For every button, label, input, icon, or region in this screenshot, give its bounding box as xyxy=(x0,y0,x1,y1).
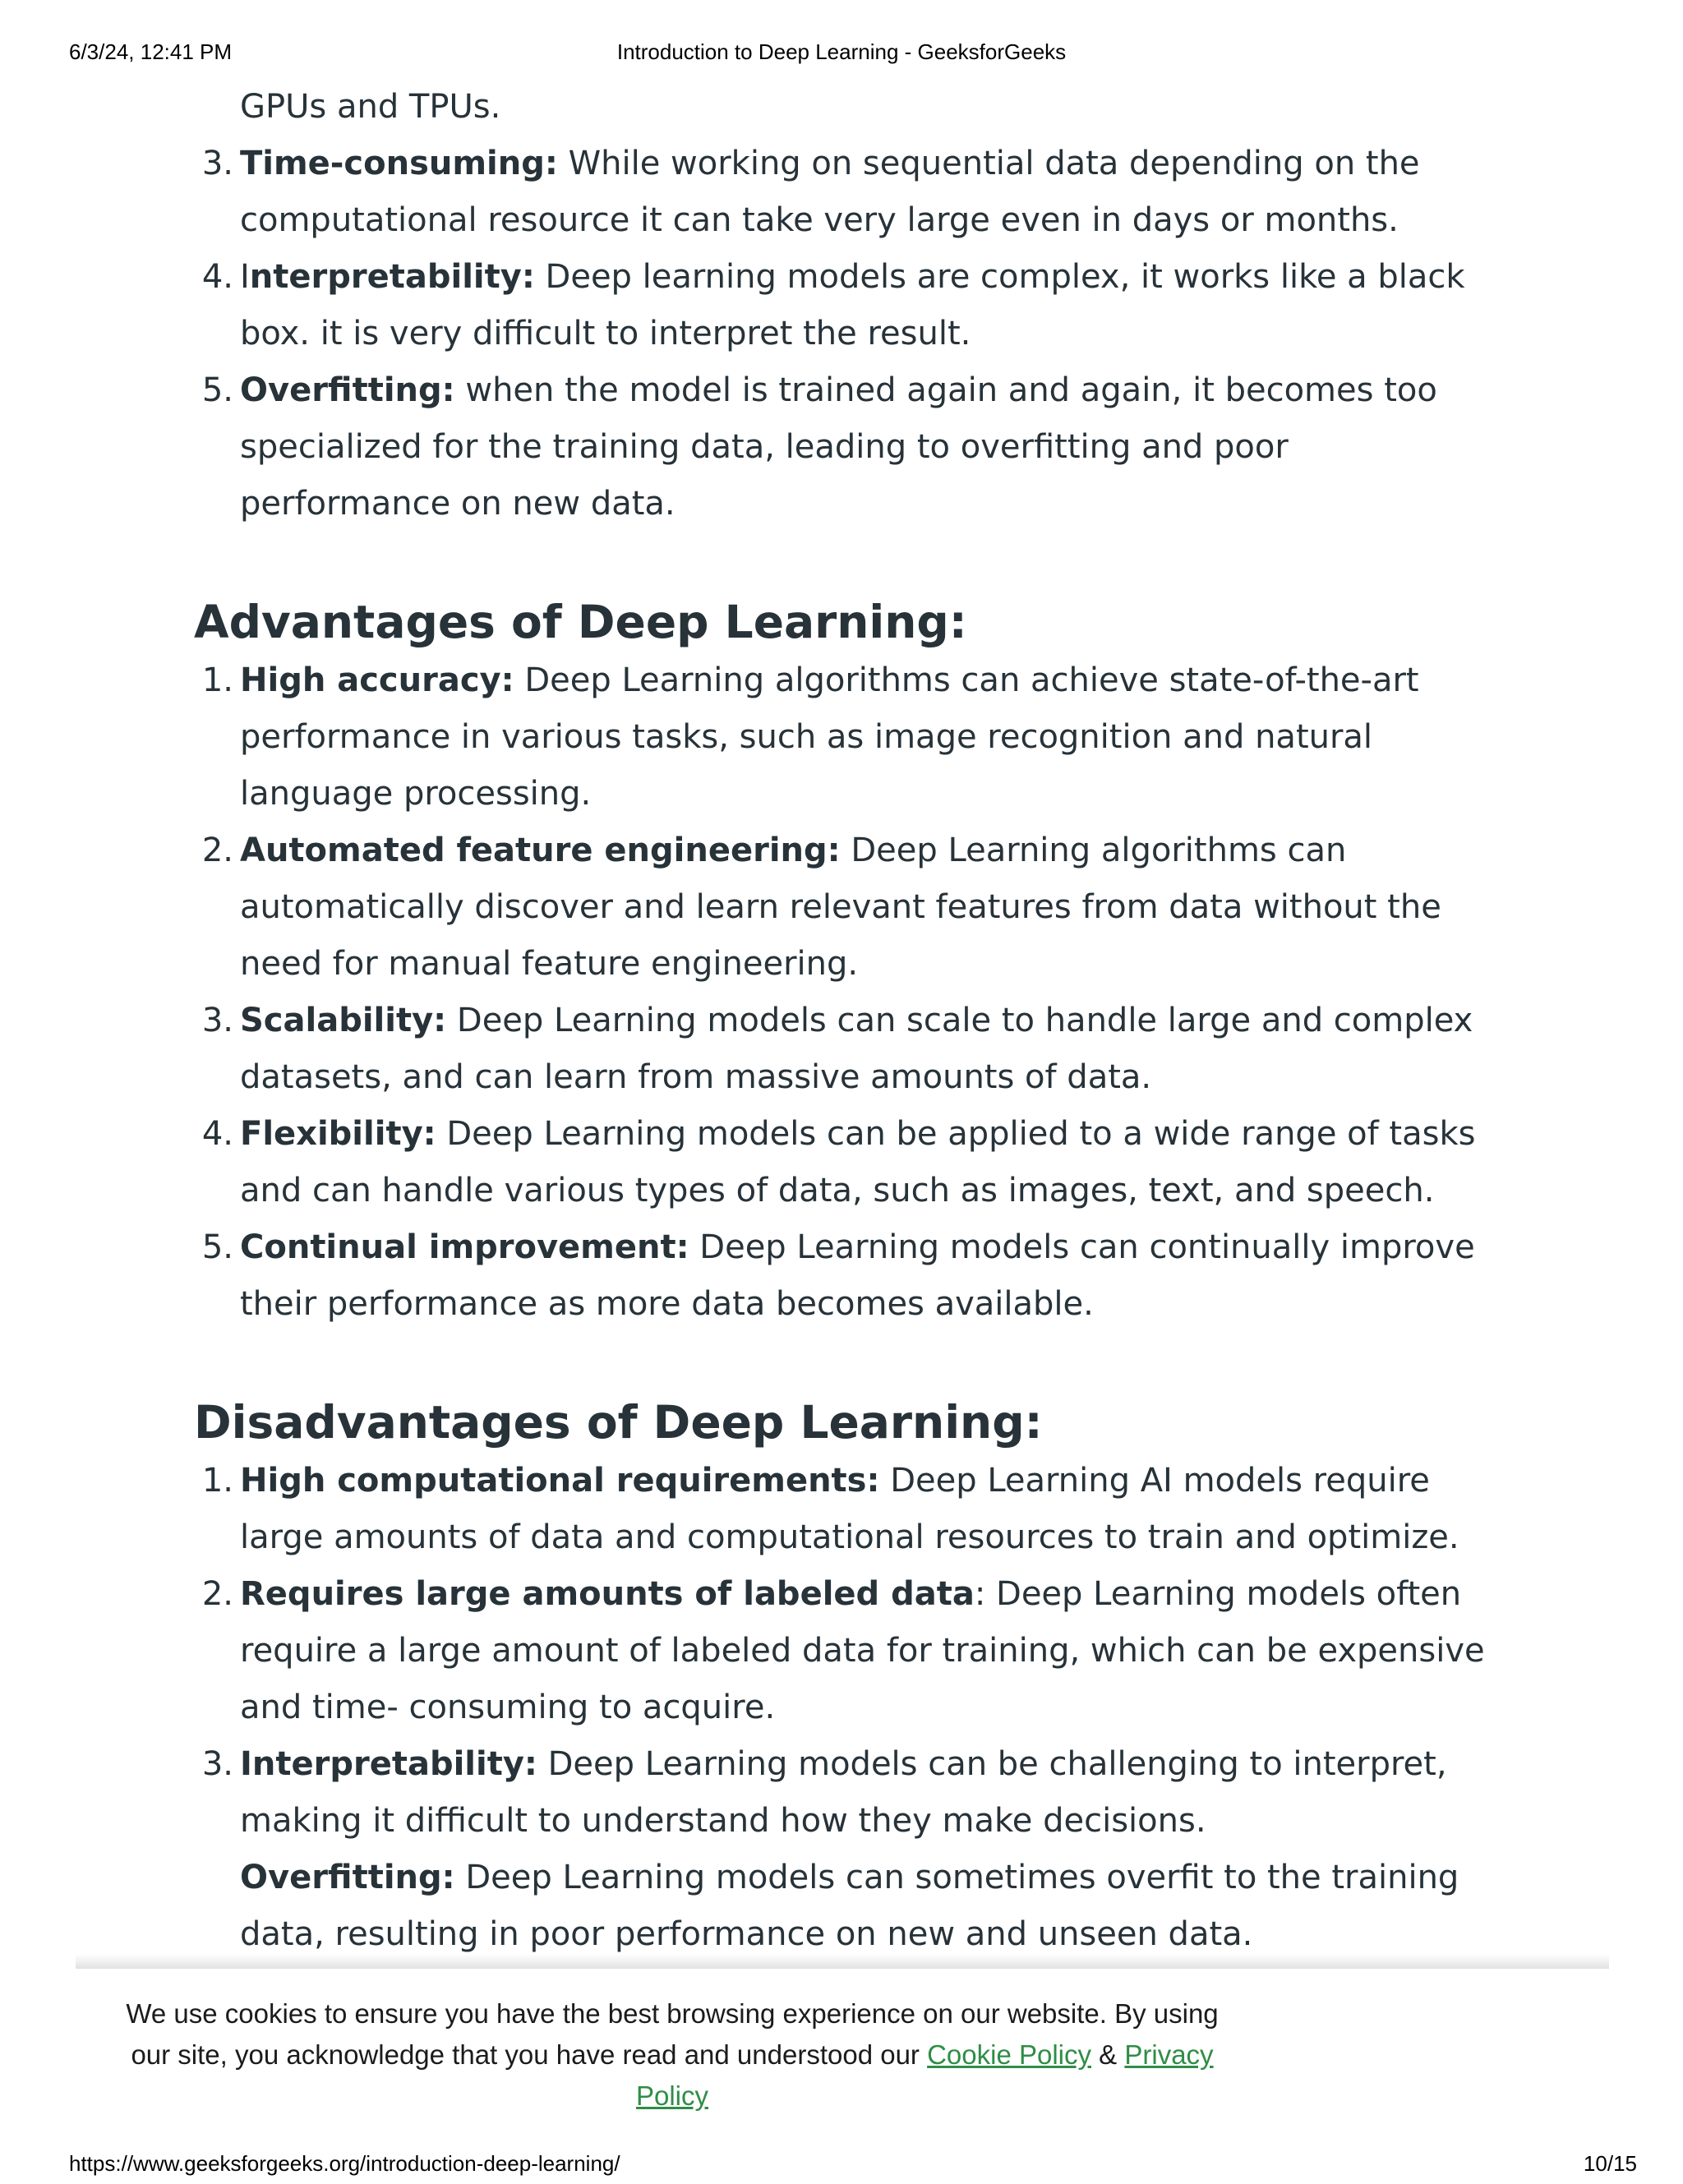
challenges-list xyxy=(194,136,1509,532)
advantages-heading: Advantages of Deep Learning: xyxy=(194,596,967,648)
list-item xyxy=(194,1453,1509,1566)
item-text: Deep Learning algorithms can automatically discover and learn relevant features from data without the need for manual feature engineering. xyxy=(240,832,1441,983)
list-item xyxy=(194,1566,1509,1736)
item-title: Time-consuming: xyxy=(240,145,558,182)
list-number: 4. xyxy=(201,258,233,296)
item-text: Deep Learning AI models require large amounts of data and computational resources to train and optimize. xyxy=(240,1462,1459,1556)
item-text: Deep learning models are complex, it works like a black box. it is very difficult to interpret the result. xyxy=(240,258,1465,352)
list-number: 5. xyxy=(201,1228,233,1266)
item-text: While working on sequential data depending on the computational resource it can take very large even in days or months. xyxy=(240,145,1420,239)
list-item xyxy=(194,136,1509,249)
list-item xyxy=(194,1219,1509,1333)
list-item xyxy=(194,652,1509,822)
item-text: Deep Learning algorithms can achieve state-of-the-art performance in various tasks, such as image recognition and natural language processing. xyxy=(240,661,1419,813)
disadvantages-list xyxy=(194,1453,1509,1850)
list-number: 5. xyxy=(201,371,233,409)
overfitting-paragraph xyxy=(240,1850,1509,1963)
list-number: 1. xyxy=(201,661,233,699)
cookie-separator: & xyxy=(1091,2039,1125,2070)
item-title-initial: I xyxy=(240,258,250,296)
cookie-policy-link[interactable]: Cookie Policy xyxy=(927,2039,1092,2070)
list-number: 2. xyxy=(201,832,233,869)
item-title: Interpretability: xyxy=(240,1745,537,1783)
item-title: Overfitting: xyxy=(240,1859,455,1896)
list-number: 2. xyxy=(201,1575,233,1613)
print-url: https://www.geeksforgeeks.org/introduction-deep-learning/ xyxy=(69,2151,620,2176)
item-title: High computational requirements: xyxy=(240,1462,880,1500)
cookie-message-text: We use cookies to ensure you have the best browsing experience on our website. By using our site, you acknowledge that you have read and understood our xyxy=(126,1998,1219,2070)
item-text: Deep Learning models can be applied to a wide range of tasks and can handle various types of data, such as images, text, and speech. xyxy=(240,1115,1476,1209)
item-text: Deep Learning models can continually improve their performance as more data becomes available. xyxy=(240,1228,1475,1323)
advantages-list xyxy=(194,652,1509,1333)
list-item xyxy=(194,249,1509,362)
item-text: : Deep Learning models often require a large amount of labeled data for training, which can be expensive and time- consuming to acquire. xyxy=(240,1575,1485,1726)
item-title: Automated feature engineering: xyxy=(240,832,841,869)
print-footer xyxy=(0,2151,1683,2184)
item-title: nterpretability: xyxy=(249,258,535,296)
item-text: when the model is trained again and again, it becomes too specialized for the training data, leading to overfitting and poor performance on new data. xyxy=(240,371,1437,523)
cookie-banner xyxy=(76,1969,1609,2111)
item-title: Continual improvement: xyxy=(240,1228,689,1266)
list-number: 4. xyxy=(201,1115,233,1153)
item-title: Requires large amounts of labeled data xyxy=(240,1575,975,1613)
print-page-number: 10/15 xyxy=(1583,2151,1637,2176)
privacy-policy-link[interactable]: Privacy Policy xyxy=(635,2039,1214,2111)
list-number: 3. xyxy=(201,145,233,182)
item-text: Deep Learning models can be challenging to interpret, making it difficult to understand how they make decisions. xyxy=(240,1745,1447,1840)
item-title: Scalability: xyxy=(240,1002,447,1039)
list-item xyxy=(194,362,1509,532)
item-title: Overfitting: xyxy=(240,371,455,409)
article-content xyxy=(194,79,1509,1963)
disadvantages-heading: Disadvantages of Deep Learning: xyxy=(194,1396,1043,1449)
list-number: 1. xyxy=(201,1462,233,1500)
item-title: Flexibility: xyxy=(240,1115,436,1153)
print-page-title: Introduction to Deep Learning - GeeksforGeeks xyxy=(616,39,1067,64)
list-item xyxy=(194,822,1509,993)
print-header xyxy=(0,39,1683,72)
list-number: 3. xyxy=(201,1002,233,1039)
item-text: Deep Learning models can scale to handle large and complex datasets, and can learn from massive amounts of data. xyxy=(240,1002,1473,1096)
list-number: 3. xyxy=(201,1745,233,1783)
list-item xyxy=(194,993,1509,1106)
item-title: High accuracy: xyxy=(240,661,514,699)
item-text: Deep Learning models can sometimes overfit to the training data, resulting in poor performance on new and unseen data. xyxy=(240,1859,1459,1953)
list-item xyxy=(194,1106,1509,1219)
list-item xyxy=(194,1736,1509,1850)
print-datetime: 6/3/24, 12:41 PM xyxy=(69,39,233,64)
continued-text: GPUs and TPUs. xyxy=(240,88,501,126)
cookie-message xyxy=(122,1993,1223,2117)
